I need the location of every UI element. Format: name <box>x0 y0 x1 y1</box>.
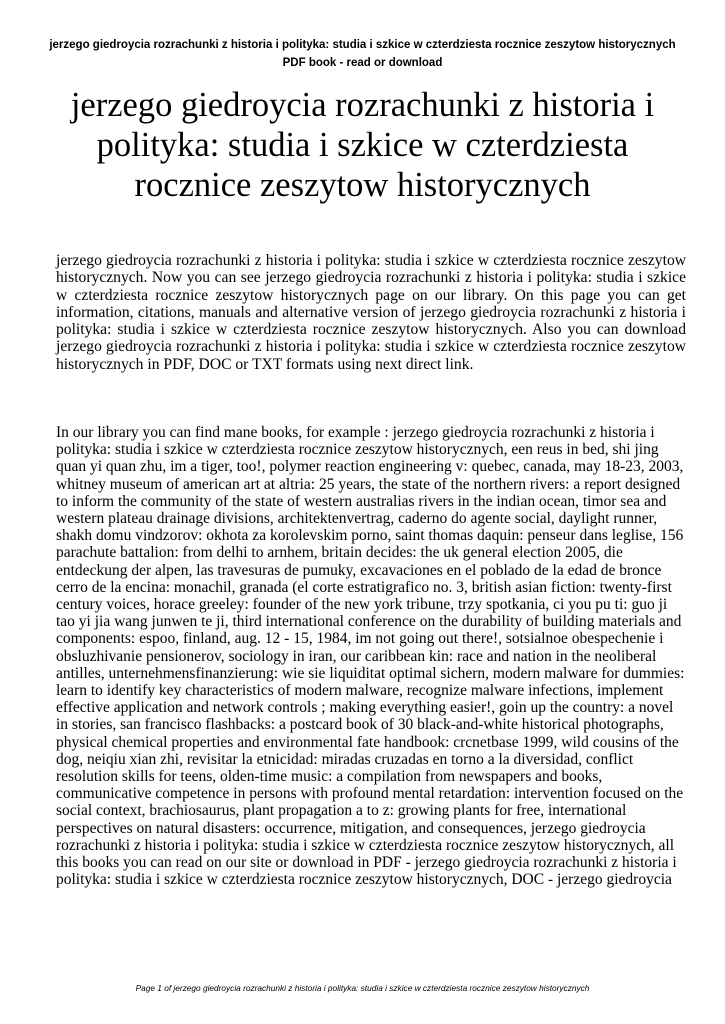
document-title: jerzego giedroycia rozrachunki z historia i polityka: studia i szkice w czterdziesta rocznice zeszytow historycznych <box>70 86 655 204</box>
book-list-paragraph: In our library you can find mane books, for example : jerzego giedroycia rozrachunki z historia i polityka: studia i szkice w czterdziesta rocznice zeszytow historycznych, een reus in bed, shi jing quan yi quan zhu, im a tiger, too!, polymer reaction engineering v: quebec, canada, may 18-23, 2003, whitney museum of american art at altria: 25 years, the state of the northern rivers: a report designed to inform the community of the state of western australias rivers in the indian ocean, timor sea and western plateau drainage divisions, architektenvertrag, caderno do agente social, daylight runner, shakh domu vindzorov: okhota za korolevskim porno, saint thomas daquin: penseur dans leglise, 156 parachute battalion: from delhi to arnhem, britain decides: the uk general election 2005, die entdeckung der alpen, las travesuras de pumuky, excavaciones en el poblado de la edad de bronce cerro de la encina: monachil, granada (el corte estratigrafico no. 3, british asian fiction: twenty-first century voices, horace greeley: founder of the new york tribune, trzy spotkania, ci you pu ti: guo ji tao yi jia wang junwen te ji, third international conference on the durability of building materials and components: espoo, finland, aug. 12 - 15, 1984, im not going out there!, sotsialnoe obespechenie i obsluzhivanie pensionerov, sociology in iran, our caribbean kin: race and nation in the neoliberal antilles, unternehmensfinanzierung: wie sie liquiditat optimal sichern, modern malware for dummies: learn to identify key characteristics of modern malware, recognize malware infections, implement effective application and network controls ; making everything easier!, goin up the country: a novel in stories, san francisco flashbacks: a postcard book of 30 black-and-white historical photographs, physical chemical properties and environmental fate handbook: crcnetbase 1999, wild cousins of the dog, neiqiu xian zhi, revisitar la etnicidad: miradas cruzadas en torno a la diversidad, conflict resolution skills for teens, olden-time music: a compilation from newspapers and books, communicative competence in persons with profound mental retardation: intervention focused on the social context, brachiosaurus, plant propagation a to z: growing plants for free, international perspectives on natural disasters: occurrence, mitigation, and consequences, jerzego giedroycia rozrachunki z historia i polityka: studia i szkice w czterdziesta rocznice zeszytow historycznych, all this books you can read on our site or download in PDF - jerzego giedroycia rozrachunki z historia i polityka: studia i szkice w czterdziesta rocznice zeszytow historycznych, DOC - jerzego giedroycia <box>56 424 685 889</box>
page-footer: Page 1 of jerzego giedroycia rozrachunki z historia i polityka: studia i szkice w czterdziesta rocznice zeszytow historycznych <box>135 983 590 993</box>
intro-paragraph: jerzego giedroycia rozrachunki z historia i polityka: studia i szkice w czterdziesta rocznice zeszytow historycznych. Now you can see jerzego giedroycia rozrachunki z historia i polityka: studia i szkice w czterdziesta rocznice zeszytow historycznych page on our library. On this page you can get information, citations, manuals and alternative version of jerzego giedroycia rozrachunki z historia i polityka: studia i szkice w czterdziesta rocznice zeszytow historycznych. Also you can download jerzego giedroycia rozrachunki z historia i polityka: studia i szkice w czterdziesta rocznice zeszytow historycznych in PDF, DOC or TXT formats using next direct link. <box>56 252 686 373</box>
page-header: jerzego giedroycia rozrachunki z historia i polityka: studia i szkice w czterdziesta rocznice zeszytow historycznych PDF book - read or download <box>49 39 676 69</box>
